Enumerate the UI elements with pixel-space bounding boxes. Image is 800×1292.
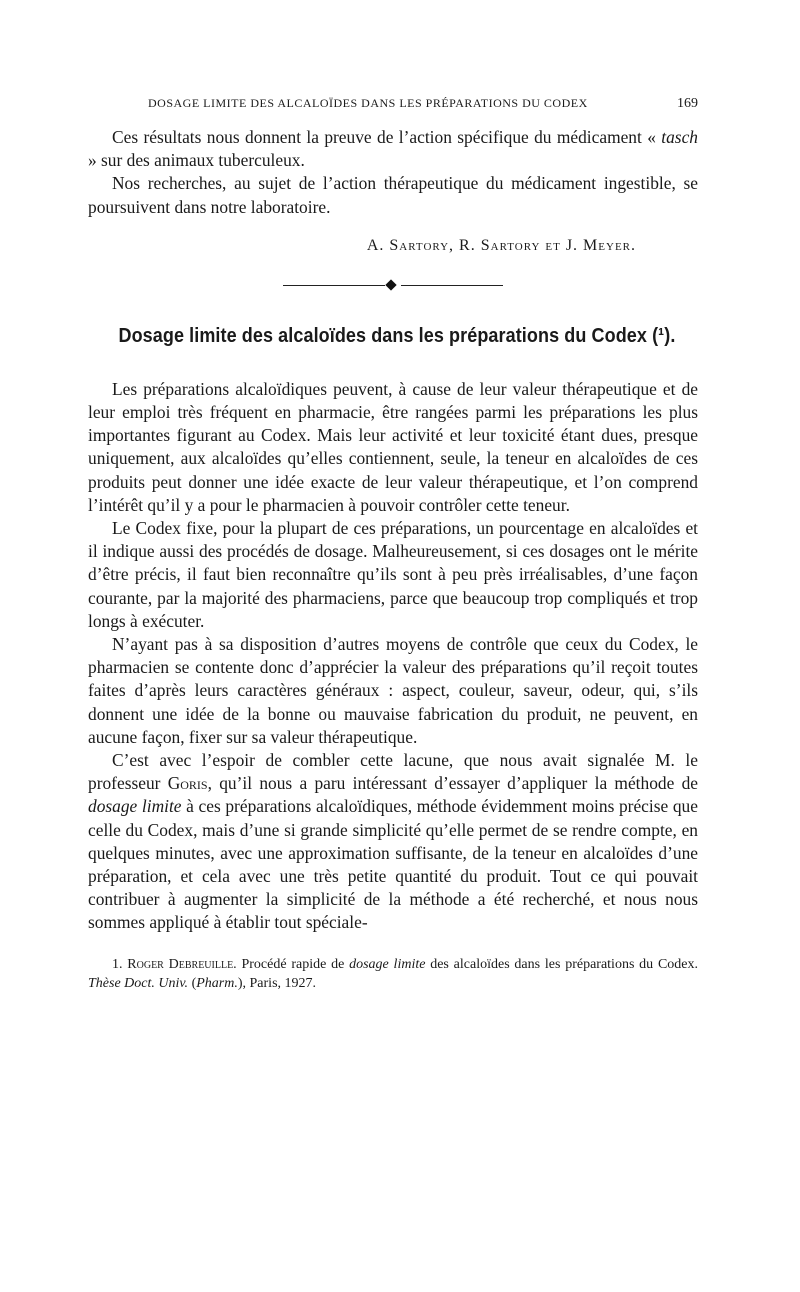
divider-line-left [283, 285, 385, 286]
page [88, 96, 698, 993]
running-head [148, 96, 698, 112]
previous-article-paragraph-2: Nos recherches, au sujet de l’action thérapeutique du médicament ingestible, se poursuivent dans notre laboratoire. [88, 173, 698, 217]
article-paragraph-1: Les préparations alcaloïdiques peuvent, à cause de leur valeur thérapeutique et de leur emploi très fréquent en pharmacie, être rangées parmi les préparations les plus importantes figurant au Codex. Mais leur activité et leur toxicité étant dues, presque uniquement, aux alcaloïdes qu’elles contiennent, seule, la teneur en alcaloïdes de ces produits peut donner une idée exacte de leur valeur thérapeutique, et l’on comprend l’intérêt qu’il y a pour le pharmacien à pouvoir contrôler cette teneur. [88, 378, 698, 515]
person-name: Goris [167, 773, 208, 794]
footnote-number: 1. [112, 956, 123, 972]
text-run: Ces résultats nous donnent la preuve de l’action spécifique du médicament « [112, 127, 662, 147]
article-title-text: Dosage limite des alcaloïdes dans les préparations du Codex [118, 324, 647, 347]
footnote-spacer [88, 935, 698, 955]
text-run: , qu’il nous a paru intéressant d’essayer d’appliquer la méthode de [207, 773, 698, 794]
text-run: ), Paris, 1927. [237, 975, 317, 991]
text-run: des alcaloïdes dans les préparations du Codex. [425, 956, 699, 972]
previous-article-paragraph-1 [88, 126, 698, 172]
divider-line-right [401, 285, 503, 286]
text-run: à ces préparations alcaloïdiques, méthode évidemment moins précise que celle du Codex, mais d’une si grande simplicité qu’elle permet de se rendre compte, en quelques minutes, avec une approximation suffisante, de la teneur en alcaloïdes d’une préparation, et cela avec une très petite quantité du produit. Tout ce qui pouvait contribuer à augmenter la simplicité de la méthode a été recherché, et nous nous sommes appliqué à établir tout spéciale- [88, 796, 698, 933]
diamond-ornament-icon [385, 279, 396, 290]
italic-term: Thèse Doct. Univ. [88, 975, 189, 991]
italic-term: tasch [661, 127, 698, 147]
section-divider [283, 279, 503, 293]
text-run: Procédé rapide de [236, 956, 350, 972]
article-body [88, 378, 698, 935]
text-run: C’est avec l’espoir de combler cette lacune, que nous avait signalée M. le professeur [88, 750, 698, 794]
author-signature: A. Sartory, R. Sartory et J. Meyer. [366, 236, 636, 254]
footnote [88, 955, 698, 993]
italic-term: Pharm. [196, 975, 238, 991]
article-title-note: (¹). [652, 324, 676, 347]
article-paragraph-4 [88, 749, 698, 935]
text-run: » sur des animaux tuberculeux. [88, 150, 305, 171]
italic-term: dosage limite [88, 796, 182, 817]
running-head-title: DOSAGE LIMITE DES ALCALOÏDES DANS LES PRÉPARATIONS DU CODEX [148, 96, 588, 110]
italic-term: dosage limite [349, 956, 426, 972]
article-title [118, 324, 676, 348]
article-paragraph-2: Le Codex fixe, pour la plupart de ces préparations, un pourcentage en alcaloïdes et il indique aussi des procédés de dosage. Malheureusement, si ces dosages ont le mérite d’être précis, il faut bien reconnaître qu’ils sont à peu près irréalisables, d’une façon courante, par la majorité des pharmaciens, parce que beaucoup trop compliqués et trop longs à exécuter. [88, 518, 698, 631]
text-run: ( [188, 975, 197, 991]
article-paragraph-3: N’ayant pas à sa disposition d’autres moyens de contrôle que ceux du Codex, le pharmacien se contente donc d’apprécier la valeur des préparations qu’il reçoit toutes faites d’après leurs caractères généraux : aspect, couleur, saveur, odeur, qui, s’ils donnent une idée de la bonne ou mauvaise fabrication du produit, ne peuvent, en aucune façon, fixer sur sa valeur thérapeutique. [88, 634, 698, 747]
page-number: 169 [677, 96, 698, 111]
footnote-author: Roger Debreuille. [127, 956, 237, 972]
